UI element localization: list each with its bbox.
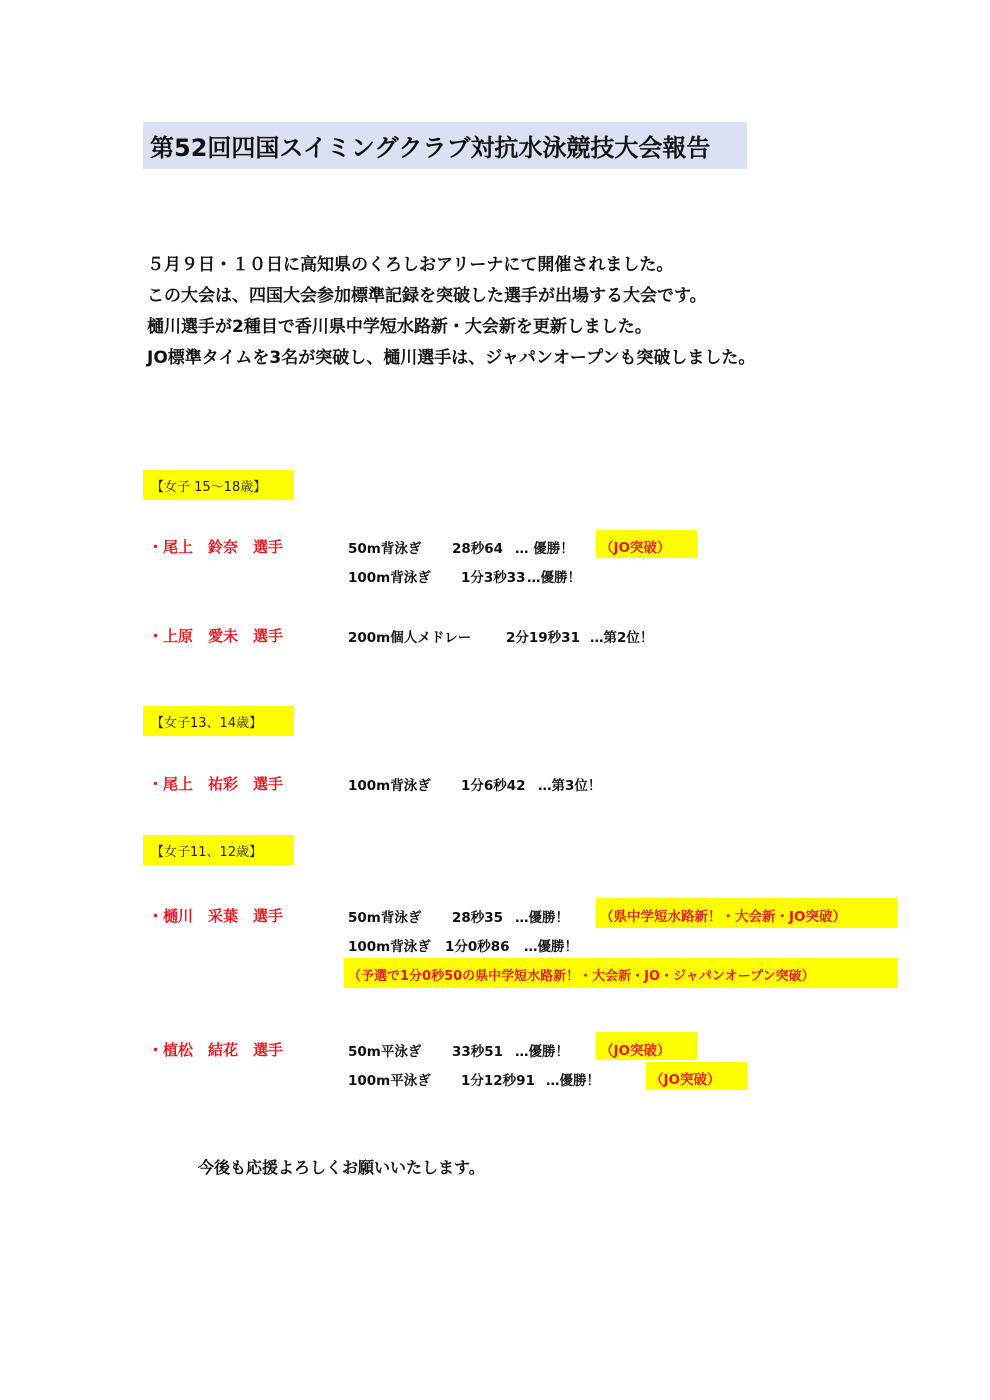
intro-line-4: JO標準タイムを3名が突破し、樋川選手は、ジャパンオープンも突破しました。 bbox=[147, 348, 756, 368]
result-event: 50m背泳ぎ bbox=[348, 541, 422, 557]
athlete-name: ・樋川 采葉 選手 bbox=[148, 907, 284, 925]
athlete-name: ・植松 結花 選手 bbox=[148, 1041, 284, 1059]
result-event: 100m平泳ぎ bbox=[348, 1073, 431, 1089]
result-note: （JO突破） bbox=[650, 1072, 721, 1088]
result-event: 200m個人メドレー bbox=[348, 630, 472, 646]
result-event: 100m背泳ぎ bbox=[348, 570, 431, 586]
result-time: 1分3秒33 bbox=[461, 570, 526, 586]
result-time: 2分19秒31 bbox=[506, 630, 580, 646]
result-note: （県中学短水路新！・大会新・JO突破） bbox=[600, 909, 846, 925]
closing-message: 今後も応援よろしくお願いいたします。 bbox=[198, 1158, 485, 1177]
result-time: 1分6秒42 bbox=[461, 778, 526, 794]
athlete-name: ・尾上 鈴奈 選手 bbox=[148, 538, 284, 556]
result-time: 33秒51 bbox=[452, 1044, 504, 1060]
result-event: 50m背泳ぎ bbox=[348, 910, 422, 926]
result-event: 50m平泳ぎ bbox=[348, 1044, 422, 1060]
result-note: （予選で1分0秒50の県中学短水路新！・大会新・JO・ジャパンオープン突破） bbox=[348, 969, 815, 984]
category-label: 【女子 15〜18歳】 bbox=[151, 480, 267, 495]
result-outcome: …優勝！ bbox=[546, 1073, 600, 1089]
result-outcome: …優勝！ bbox=[527, 570, 581, 586]
result-note: （JO突破） bbox=[600, 540, 671, 556]
result-time: 1分0秒86 bbox=[445, 939, 510, 955]
result-event: 100m背泳ぎ bbox=[348, 778, 431, 794]
intro-line-1: ５月９日・１０日に高知県のくろしおアリーナにて開催されました。 bbox=[147, 255, 674, 275]
intro-line-3: 樋川選手が2種目で香川県中学短水路新・大会新を更新しました。 bbox=[147, 317, 652, 337]
result-note: （JO突破） bbox=[600, 1043, 671, 1059]
category-label: 【女子13、14歳】 bbox=[151, 716, 263, 731]
result-outcome: … 優勝！ bbox=[515, 541, 574, 557]
category-label: 【女子11、12歳】 bbox=[151, 845, 263, 860]
result-event: 100m背泳ぎ bbox=[348, 939, 431, 955]
result-outcome: …優勝！ bbox=[515, 1044, 569, 1060]
result-time: 28秒64 bbox=[452, 541, 504, 557]
result-outcome: …優勝！ bbox=[515, 910, 569, 926]
athlete-name: ・上原 愛未 選手 bbox=[148, 627, 284, 645]
page-title: 第52回四国スイミングクラブ対抗水泳競技大会報告 bbox=[150, 134, 711, 162]
intro-line-2: この大会は、四国大会参加標準記録を突破した選手が出場する大会です。 bbox=[147, 286, 707, 306]
athlete-name: ・尾上 祐彩 選手 bbox=[148, 775, 284, 793]
result-outcome: …第2位！ bbox=[590, 630, 654, 646]
result-time: 28秒35 bbox=[452, 910, 504, 926]
result-outcome: …第3位！ bbox=[538, 778, 602, 794]
result-time: 1分12秒91 bbox=[461, 1073, 535, 1089]
result-outcome: …優勝！ bbox=[524, 939, 578, 955]
